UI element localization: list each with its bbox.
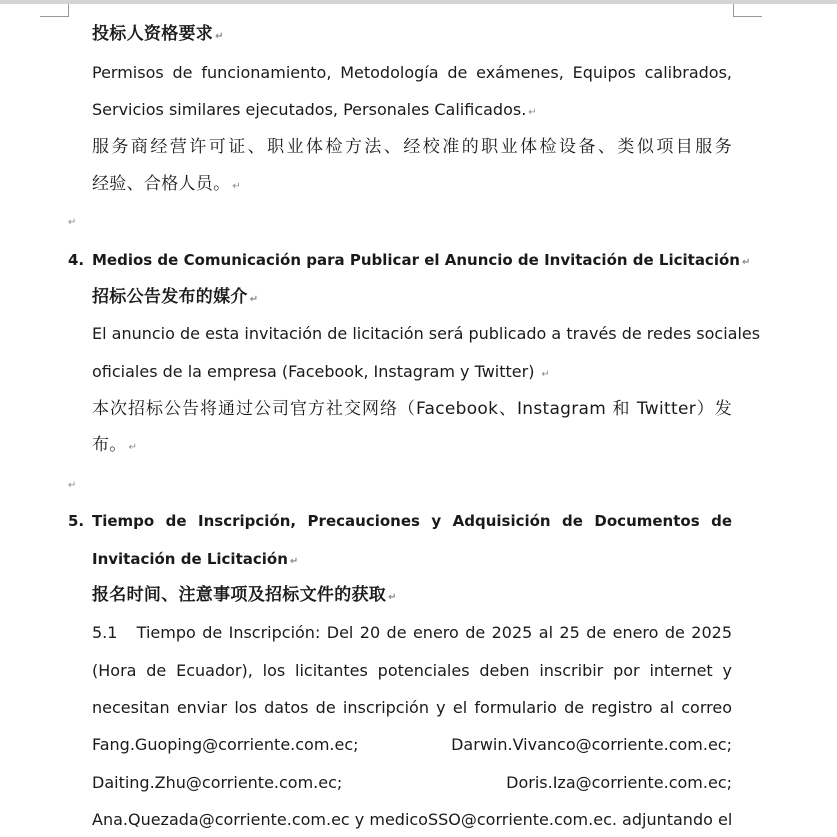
paragraph-mark: ↵	[289, 556, 299, 567]
paragraph-mark: ↵	[249, 294, 259, 305]
section4-body-es-line2: oficiales de la empresa (Facebook, Instagram y Twitter) ↵	[92, 362, 550, 381]
sub51-line1: 5.1 Tiempo de Inscripción: Del 20 de enero de 2025 al 25 de enero de 2025	[92, 623, 732, 642]
paragraph-mark: ↵	[741, 257, 751, 268]
section5-number: 5.	[68, 512, 85, 530]
paragraph-mark: ↵	[541, 369, 550, 380]
email-row-1	[92, 735, 732, 755]
qualification-heading-cn: 投标人资格要求 ↵	[92, 24, 224, 44]
section4-body-es-line1: El anuncio de esta invitación de licitación será publicado a través de redes sociales	[92, 324, 761, 343]
email-daiting[interactable]: Daiting.Zhu@corriente.com.ec;	[92, 773, 343, 792]
section4-title-cn: 招标公告发布的媒介 ↵	[92, 287, 259, 307]
qualification-es-line1: Permisos de funcionamiento, Metodología de exámenes, Equipos calibrados,	[92, 63, 732, 82]
section5-title-es-line2: Invitación de Licitación ↵	[92, 550, 299, 568]
qualification-es-line2: Servicios similares ejecutados, Personales Calificados. ↵	[92, 100, 537, 119]
empty-paragraph-mark: ↵	[68, 480, 77, 491]
paragraph-mark: ↵	[232, 181, 242, 192]
empty-paragraph-mark: ↵	[68, 217, 77, 228]
section4-body-cn-line1: 本次招标公告将通过公司官方社交网络（Facebook、Instagram 和 Twitter）发	[92, 399, 732, 419]
sub51-line3: necesitan enviar los datos de inscripción y el formulario de registro al correo	[92, 698, 732, 717]
email-row-2	[92, 773, 732, 793]
email-doris[interactable]: Doris.Iza@corriente.com.ec;	[506, 773, 732, 792]
qualification-cn-line2: 经验、合格人员。 ↵	[92, 174, 242, 194]
sub51-line2: (Hora de Ecuador), los licitantes potenciales deben inscribir por internet y	[92, 661, 732, 680]
paragraph-mark: ↵	[388, 592, 397, 603]
email-fang[interactable]: Fang.Guoping@corriente.com.ec;	[92, 735, 359, 754]
section5-title-cn: 报名时间、注意事项及招标文件的获取 ↵	[92, 585, 397, 605]
paragraph-mark: ↵	[528, 107, 537, 118]
qualification-cn-line1: 服务商经营许可证、职业体检方法、经校准的职业体检设备、类似项目服务	[92, 137, 732, 157]
section4-title-es: Medios de Comunicación para Publicar el Anuncio de Invitación de Licitación ↵	[92, 251, 751, 269]
sub51-last-line: Ana.Quezada@corriente.com.ec y medicoSSO@corriente.com.ec. adjuntando el	[92, 810, 733, 829]
paragraph-mark: ↵	[128, 442, 138, 453]
section4-number: 4.	[68, 251, 85, 269]
paragraph-mark: ↵	[215, 31, 224, 42]
section5-title-es-line1: Tiempo de Inscripción, Precauciones y Adquisición de Documentos de	[92, 512, 732, 530]
email-darwin[interactable]: Darwin.Vivanco@corriente.com.ec;	[451, 735, 732, 754]
section4-body-cn-line2: 布。 ↵	[92, 435, 138, 455]
